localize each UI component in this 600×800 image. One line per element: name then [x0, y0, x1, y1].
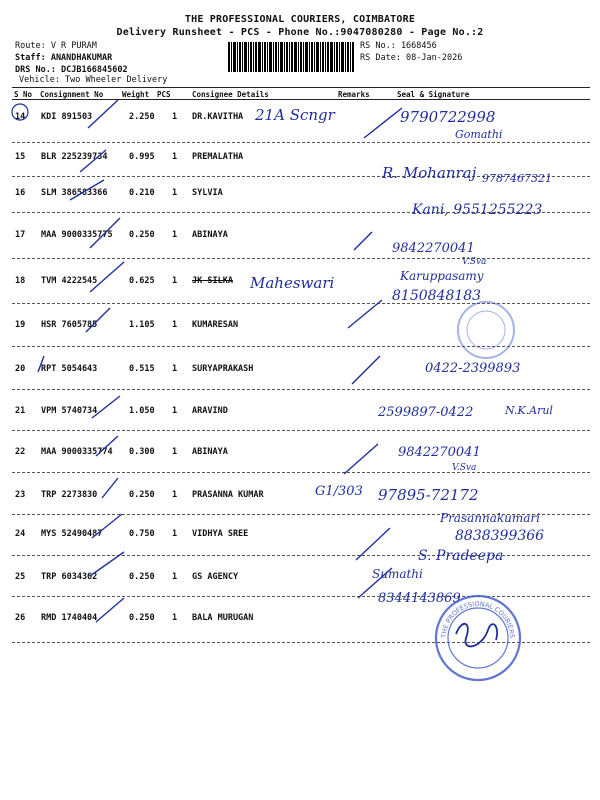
hw-note-row16: Kani, 9551255223: [412, 202, 543, 218]
hw-name-row24: S. Pradeepa: [418, 548, 504, 564]
hw-remark-row14: 21A Scngr: [255, 106, 335, 124]
row-divider: [12, 212, 590, 213]
row-sno: 19: [15, 320, 26, 330]
table-row: [12, 100, 590, 144]
stamp-text: THE PROFESSIONAL COURIERS: [439, 599, 517, 639]
hw-name-row23: Prasannakumari: [440, 511, 540, 525]
row-consignment: TRP 6034362: [41, 572, 98, 582]
row-consignee: ARAVIND: [192, 406, 228, 416]
row-consignment: MAA 9000335774: [41, 447, 113, 457]
row-pcs: 1: [172, 112, 178, 122]
hw-phone-row23: 97895-72172: [378, 486, 479, 504]
row-sno: 26: [15, 613, 26, 623]
row-weight: 0.250: [129, 572, 155, 582]
row-sno: 18: [15, 276, 26, 286]
hw-name-row25: Sumathi: [372, 567, 423, 581]
row-consignee: ABINAYA: [192, 230, 228, 240]
row-consignment: HSR 7605785: [41, 320, 98, 330]
row-divider: [12, 346, 590, 347]
row-sno: 17: [15, 230, 26, 240]
row-pcs: 1: [172, 490, 178, 500]
row-consignment: MYS 52490487: [41, 529, 103, 539]
hw-phone-row22: 9842270041: [398, 445, 481, 460]
row-sno: 20: [15, 364, 26, 374]
row-consignment: MAA 9000335775: [41, 230, 113, 240]
col-seal-signature: Seal & Signature: [397, 90, 470, 99]
hw-sig-row17: V.Sva: [462, 257, 487, 267]
row-consignment: BLR 225239734: [41, 152, 108, 162]
row-divider: [12, 596, 590, 597]
col-consignee: Consignee Details: [192, 90, 269, 99]
row-weight: 0.250: [129, 490, 155, 500]
row-pcs: 1: [172, 364, 178, 374]
row-divider: [12, 472, 590, 473]
hw-line1-row18: Karuppasamy: [400, 269, 484, 283]
header-rule-top: [12, 87, 590, 88]
hw-sig-row21: N.K.Arul: [505, 404, 553, 417]
hw-phone-row24: 8838399366: [455, 528, 545, 544]
hw-line2-row18: 8150848183: [392, 288, 482, 304]
row-consignee: JK SILKA: [192, 276, 233, 286]
row-consignee: SURYAPRAKASH: [192, 364, 254, 374]
table-row: [12, 218, 590, 262]
row-pcs: 1: [172, 230, 178, 240]
rs-number: RS No.: 1668456: [360, 41, 437, 51]
row-pcs: 1: [172, 529, 178, 539]
table-row: [12, 176, 590, 220]
row-weight: 0.515: [129, 364, 155, 374]
row-consignment: VPM 5740734: [41, 406, 98, 416]
row-sno: 25: [15, 572, 26, 582]
table-row: [12, 394, 590, 438]
row-consignment: SLM 386583366: [41, 188, 108, 198]
row-weight: 1.050: [129, 406, 155, 416]
hw-sig-row22: V.Sva: [452, 463, 477, 473]
row-consignment: KDI 891503: [41, 112, 93, 122]
row-consignment: TRP 2273830: [41, 490, 98, 500]
row-weight: 1.105: [129, 320, 155, 330]
row-weight: 0.210: [129, 188, 155, 198]
row-weight: 0.625: [129, 276, 155, 286]
row-consignee: PREMALATHA: [192, 152, 244, 162]
hw-name-row15: R. Mohanraj: [382, 164, 477, 182]
row-divider: [12, 430, 590, 431]
drs-label: DRS No.: DCJB166845602: [15, 65, 128, 75]
table-row: [12, 478, 590, 522]
row-weight: 0.300: [129, 447, 155, 457]
row-sno: 24: [15, 529, 26, 539]
hw-phone-row17: 9842270041: [392, 241, 475, 256]
row-divider: [12, 258, 590, 259]
rs-date: RS Date: 08-Jan-2026: [360, 53, 463, 63]
hw-phone-row25: 8344143869: [378, 591, 461, 606]
route-label: Route: V R PURAM: [15, 41, 97, 51]
staff-label: Staff: ANANDHAKUMAR: [15, 53, 113, 63]
col-pcs: PCS: [157, 90, 171, 99]
table-row: [12, 264, 590, 308]
row-sno: 16: [15, 188, 26, 198]
barcode-image: [228, 42, 354, 72]
hw-remark-row23: G1/303: [315, 484, 363, 499]
row-pcs: 1: [172, 613, 178, 623]
row-consignee: PRASANNA KUMAR: [192, 490, 264, 500]
row-consignment: RPT 5054643: [41, 364, 98, 374]
row-sno: 14: [15, 112, 26, 122]
row-consignee: VIDHYA SREE: [192, 529, 249, 539]
row-pcs: 1: [172, 276, 178, 286]
row-divider: [12, 555, 590, 556]
col-consignment: Consignment No: [40, 90, 104, 99]
vehicle-label: Vehicle: Two Wheeler Delivery: [19, 75, 168, 85]
company-title: THE PROFESSIONAL COURIERS, COIMBATORE: [184, 14, 416, 25]
row-consignee: SYLVIA: [192, 188, 223, 198]
hw-phone-row21: 2599897-0422: [378, 405, 474, 420]
row-divider: [12, 642, 590, 643]
hw-sig-row14: Gomathi: [455, 128, 503, 141]
row-sno: 21: [15, 406, 26, 416]
row-sno: 23: [15, 490, 26, 500]
hw-phone-row20: 0422-2399893: [425, 361, 521, 376]
hw-remark-row18: Maheswari: [250, 274, 335, 292]
row-sno: 22: [15, 447, 26, 457]
row-consignee: ABINAYA: [192, 447, 228, 457]
row-consignee: KUMARESAN: [192, 320, 239, 330]
row-consignee: GS AGENCY: [192, 572, 239, 582]
hw-phone-row14: 9790722998: [400, 108, 496, 126]
row-pcs: 1: [172, 320, 178, 330]
col-sno: S No: [14, 90, 33, 99]
row-divider: [12, 514, 590, 515]
row-pcs: 1: [172, 447, 178, 457]
row-weight: 2.250: [129, 112, 155, 122]
row-weight: 0.250: [129, 613, 155, 623]
row-weight: 0.250: [129, 230, 155, 240]
col-weight: Weight: [122, 90, 150, 99]
hw-phone-row15: 9787467321: [482, 172, 552, 185]
row-consignment: RMD 1740404: [41, 613, 98, 623]
row-divider: [12, 389, 590, 390]
table-row: [12, 601, 590, 645]
table-row: [12, 560, 590, 604]
row-consignment: TVM 4222545: [41, 276, 98, 286]
col-remarks: Remarks: [338, 90, 370, 99]
runsheet-title: Delivery Runsheet - PCS - Phone No.:9047080280 - Page No.:2: [116, 27, 484, 38]
row-weight: 0.750: [129, 529, 155, 539]
row-consignee: DR.KAVITHA: [192, 112, 244, 122]
row-consignee: BALA MURUGAN: [192, 613, 254, 623]
row-divider: [12, 303, 590, 304]
row-weight: 0.995: [129, 152, 155, 162]
row-pcs: 1: [172, 406, 178, 416]
row-pcs: 1: [172, 152, 178, 162]
row-pcs: 1: [172, 572, 178, 582]
row-sno: 15: [15, 152, 26, 162]
row-pcs: 1: [172, 188, 178, 198]
